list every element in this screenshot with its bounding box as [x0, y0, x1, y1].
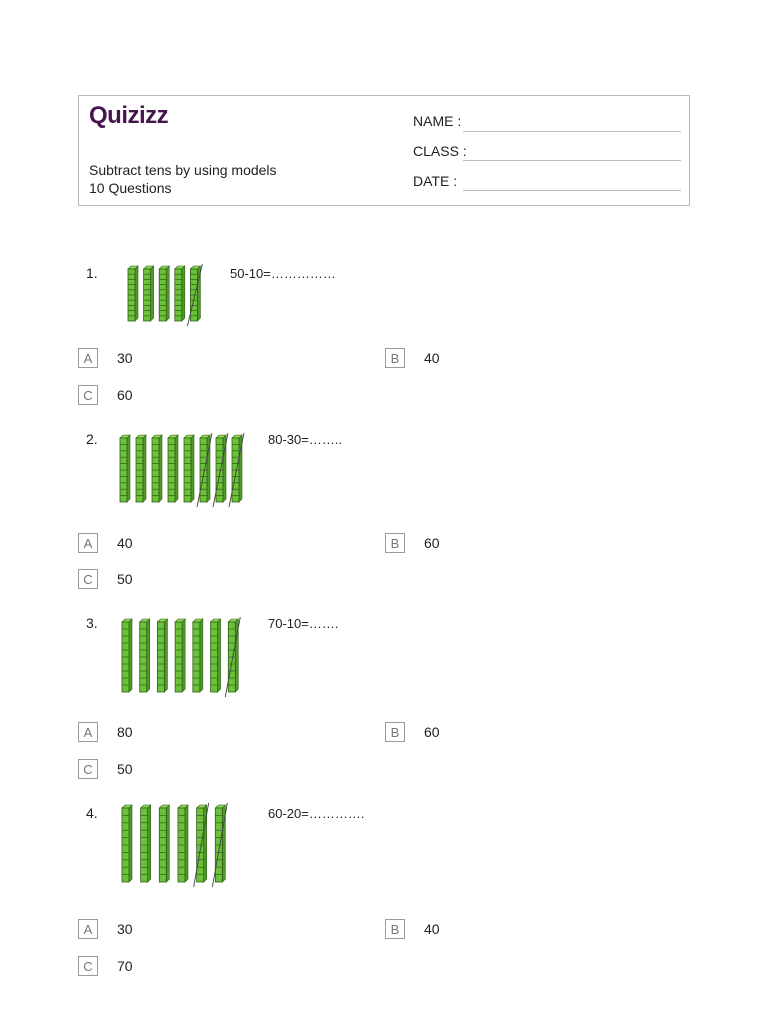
- option-a-text: 30: [117, 921, 133, 937]
- option-b-text: 40: [424, 921, 440, 937]
- tens-rod: [152, 435, 162, 502]
- tens-rod: [120, 435, 130, 502]
- tens-rod: [140, 619, 150, 692]
- option-b-text: 60: [424, 535, 440, 551]
- option-b-text: 60: [424, 724, 440, 740]
- option-c-box[interactable]: C: [78, 759, 98, 779]
- option-c-text: 60: [117, 387, 133, 403]
- worksheet-header: [78, 95, 690, 206]
- option-a-box[interactable]: A: [78, 348, 98, 368]
- worksheet-title: Subtract tens by using models: [89, 162, 277, 178]
- tens-rods-image: [116, 432, 256, 508]
- tens-rods-image: [118, 616, 254, 698]
- tens-rod: [159, 266, 169, 321]
- question-text: 80-30=……..: [268, 432, 343, 447]
- question-text: 50-10=……………: [230, 266, 336, 281]
- option-c-text: 70: [117, 958, 133, 974]
- question-number: 4.: [86, 805, 98, 821]
- option-c-box[interactable]: C: [78, 385, 98, 405]
- tens-rod: [168, 435, 178, 502]
- tens-rod: [159, 805, 169, 882]
- name-line[interactable]: [463, 131, 681, 132]
- tens-rod: [193, 619, 203, 692]
- class-label: CLASS :: [413, 143, 467, 159]
- option-c-text: 50: [117, 761, 133, 777]
- tens-rod: [211, 619, 221, 692]
- question-number: 3.: [86, 615, 98, 631]
- option-a-text: 40: [117, 535, 133, 551]
- tens-rod: [128, 266, 138, 321]
- tens-rod: [136, 435, 146, 502]
- option-c-box[interactable]: C: [78, 569, 98, 589]
- date-label: DATE :: [413, 173, 458, 189]
- tens-rod: [141, 805, 151, 882]
- tens-rod: [175, 266, 185, 321]
- tens-rods-image: [124, 263, 214, 327]
- question-number: 1.: [86, 265, 98, 281]
- option-b-box[interactable]: B: [385, 348, 405, 368]
- option-a-text: 80: [117, 724, 133, 740]
- option-a-box[interactable]: A: [78, 722, 98, 742]
- option-c-box[interactable]: C: [78, 956, 98, 976]
- tens-rod: [122, 619, 132, 692]
- tens-rod: [157, 619, 167, 692]
- option-b-box[interactable]: B: [385, 722, 405, 742]
- option-c-text: 50: [117, 571, 133, 587]
- option-a-box[interactable]: A: [78, 533, 98, 553]
- option-a-box[interactable]: A: [78, 919, 98, 939]
- question-count: 10 Questions: [89, 180, 172, 196]
- quizizz-logo: Quizizz: [89, 102, 169, 129]
- tens-rod: [122, 805, 132, 882]
- date-line[interactable]: [463, 190, 681, 191]
- class-line[interactable]: [463, 160, 681, 161]
- question-number: 2.: [86, 431, 98, 447]
- tens-rod: [184, 435, 194, 502]
- option-b-text: 40: [424, 350, 440, 366]
- question-text: 60-20=………….: [268, 806, 365, 821]
- tens-rods-image: [118, 802, 242, 888]
- tens-rod: [178, 805, 188, 882]
- tens-rod: [144, 266, 154, 321]
- tens-rod: [175, 619, 185, 692]
- option-b-box[interactable]: B: [385, 919, 405, 939]
- option-b-box[interactable]: B: [385, 533, 405, 553]
- option-a-text: 30: [117, 350, 133, 366]
- question-text: 70-10=…….: [268, 616, 339, 631]
- name-label: NAME :: [413, 113, 462, 129]
